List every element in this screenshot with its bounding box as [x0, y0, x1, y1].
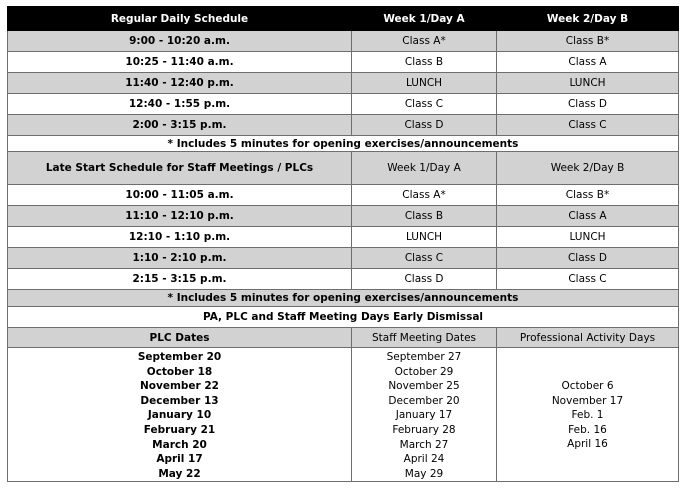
- time-cell: 10:00 - 11:05 a.m.: [8, 185, 352, 206]
- list-item: October 29: [394, 365, 454, 378]
- time-cell: 2:00 - 3:15 p.m.: [8, 115, 352, 136]
- list-item: October 18: [146, 365, 213, 378]
- list-item: Feb. 1: [571, 409, 604, 422]
- late-note-row: [8, 290, 679, 307]
- schedule-document: [7, 6, 679, 482]
- dismissal-columns-row: [8, 328, 679, 348]
- table-row: [8, 52, 679, 73]
- list-item: November 22: [140, 380, 219, 393]
- day-a-cell: LUNCH: [352, 227, 497, 248]
- pa-days-list: [497, 348, 678, 452]
- regular-schedule-title: Regular Daily Schedule: [8, 7, 352, 31]
- table-row: [8, 73, 679, 94]
- table-row: [8, 94, 679, 115]
- list-item: December 13: [140, 394, 219, 407]
- staff-meeting-header: Staff Meeting Dates: [352, 328, 497, 348]
- time-cell: 2:15 - 3:15 p.m.: [8, 269, 352, 290]
- list-item: May 22: [158, 467, 201, 480]
- day-a-cell: Class D: [352, 115, 497, 136]
- dismissal-title-row: [8, 307, 679, 328]
- time-cell: 12:40 - 1:55 p.m.: [8, 94, 352, 115]
- list-item: November 25: [388, 380, 460, 393]
- time-cell: 11:10 - 12:10 p.m.: [8, 206, 352, 227]
- plc-dates-list: [8, 348, 351, 481]
- late-note: * Includes 5 minutes for opening exercises/announcements: [8, 290, 679, 307]
- staff-meeting-dates-cell: [352, 348, 497, 482]
- list-item: September 27: [386, 351, 462, 363]
- regular-note: * Includes 5 minutes for opening exercises/announcements: [8, 136, 679, 152]
- day-b-cell: Class C: [497, 115, 679, 136]
- list-item: March 20: [152, 438, 207, 451]
- day-b-cell: Class D: [497, 94, 679, 115]
- list-item: February 28: [392, 423, 456, 436]
- day-b-cell: Class D: [497, 248, 679, 269]
- late-schedule-title: Late Start Schedule for Staff Meetings / PLCs: [8, 152, 352, 185]
- week2-header: Week 2/Day B: [497, 152, 679, 185]
- list-item: September 20: [137, 351, 222, 363]
- day-b-cell: LUNCH: [497, 227, 679, 248]
- list-item: April 24: [403, 453, 445, 466]
- day-a-cell: Class D: [352, 269, 497, 290]
- day-b-cell: Class A: [497, 206, 679, 227]
- table-row: [8, 248, 679, 269]
- list-item: Feb. 16: [568, 423, 607, 436]
- day-b-cell: Class C: [497, 269, 679, 290]
- pa-days-cell: [497, 348, 679, 482]
- list-item: November 17: [551, 394, 624, 407]
- regular-note-row: [8, 136, 679, 152]
- list-item: October 6: [561, 380, 614, 392]
- table-row: [8, 269, 679, 290]
- list-item: May 29: [404, 467, 444, 480]
- dismissal-dates-row: [8, 348, 679, 482]
- day-a-cell: Class A*: [352, 185, 497, 206]
- pa-days-header: Professional Activity Days: [497, 328, 679, 348]
- week1-header: Week 1/Day A: [352, 7, 497, 31]
- list-item: February 21: [143, 423, 216, 436]
- time-cell: 1:10 - 2:10 p.m.: [8, 248, 352, 269]
- staff-meeting-dates-list: [352, 348, 496, 481]
- time-cell: 10:25 - 11:40 a.m.: [8, 52, 352, 73]
- list-item: April 16: [567, 438, 608, 451]
- day-a-cell: Class A*: [352, 31, 497, 52]
- late-schedule-header: [8, 152, 679, 185]
- day-a-cell: LUNCH: [352, 73, 497, 94]
- week2-header: Week 2/Day B: [497, 7, 679, 31]
- day-b-cell: LUNCH: [497, 73, 679, 94]
- day-b-cell: Class A: [497, 52, 679, 73]
- time-cell: 12:10 - 1:10 p.m.: [8, 227, 352, 248]
- list-item: January 17: [395, 409, 453, 422]
- time-cell: 9:00 - 10:20 a.m.: [8, 31, 352, 52]
- day-a-cell: Class B: [352, 52, 497, 73]
- table-row: [8, 206, 679, 227]
- day-a-cell: Class C: [352, 94, 497, 115]
- table-row: [8, 185, 679, 206]
- dismissal-title: PA, PLC and Staff Meeting Days Early Dismissal: [8, 307, 679, 328]
- list-item: April 17: [156, 453, 203, 466]
- plc-dates-cell: [8, 348, 352, 482]
- list-item: March 27: [399, 438, 449, 451]
- time-cell: 11:40 - 12:40 p.m.: [8, 73, 352, 94]
- week1-header: Week 1/Day A: [352, 152, 497, 185]
- list-item: December 20: [388, 394, 460, 407]
- day-a-cell: Class C: [352, 248, 497, 269]
- day-a-cell: Class B: [352, 206, 497, 227]
- table-row: [8, 227, 679, 248]
- table-row: [8, 115, 679, 136]
- schedule-table: [7, 6, 679, 482]
- day-b-cell: Class B*: [497, 31, 679, 52]
- plc-dates-header: PLC Dates: [8, 328, 352, 348]
- regular-schedule-header: [8, 7, 679, 31]
- table-row: [8, 31, 679, 52]
- day-b-cell: Class B*: [497, 185, 679, 206]
- list-item: January 10: [147, 409, 212, 422]
